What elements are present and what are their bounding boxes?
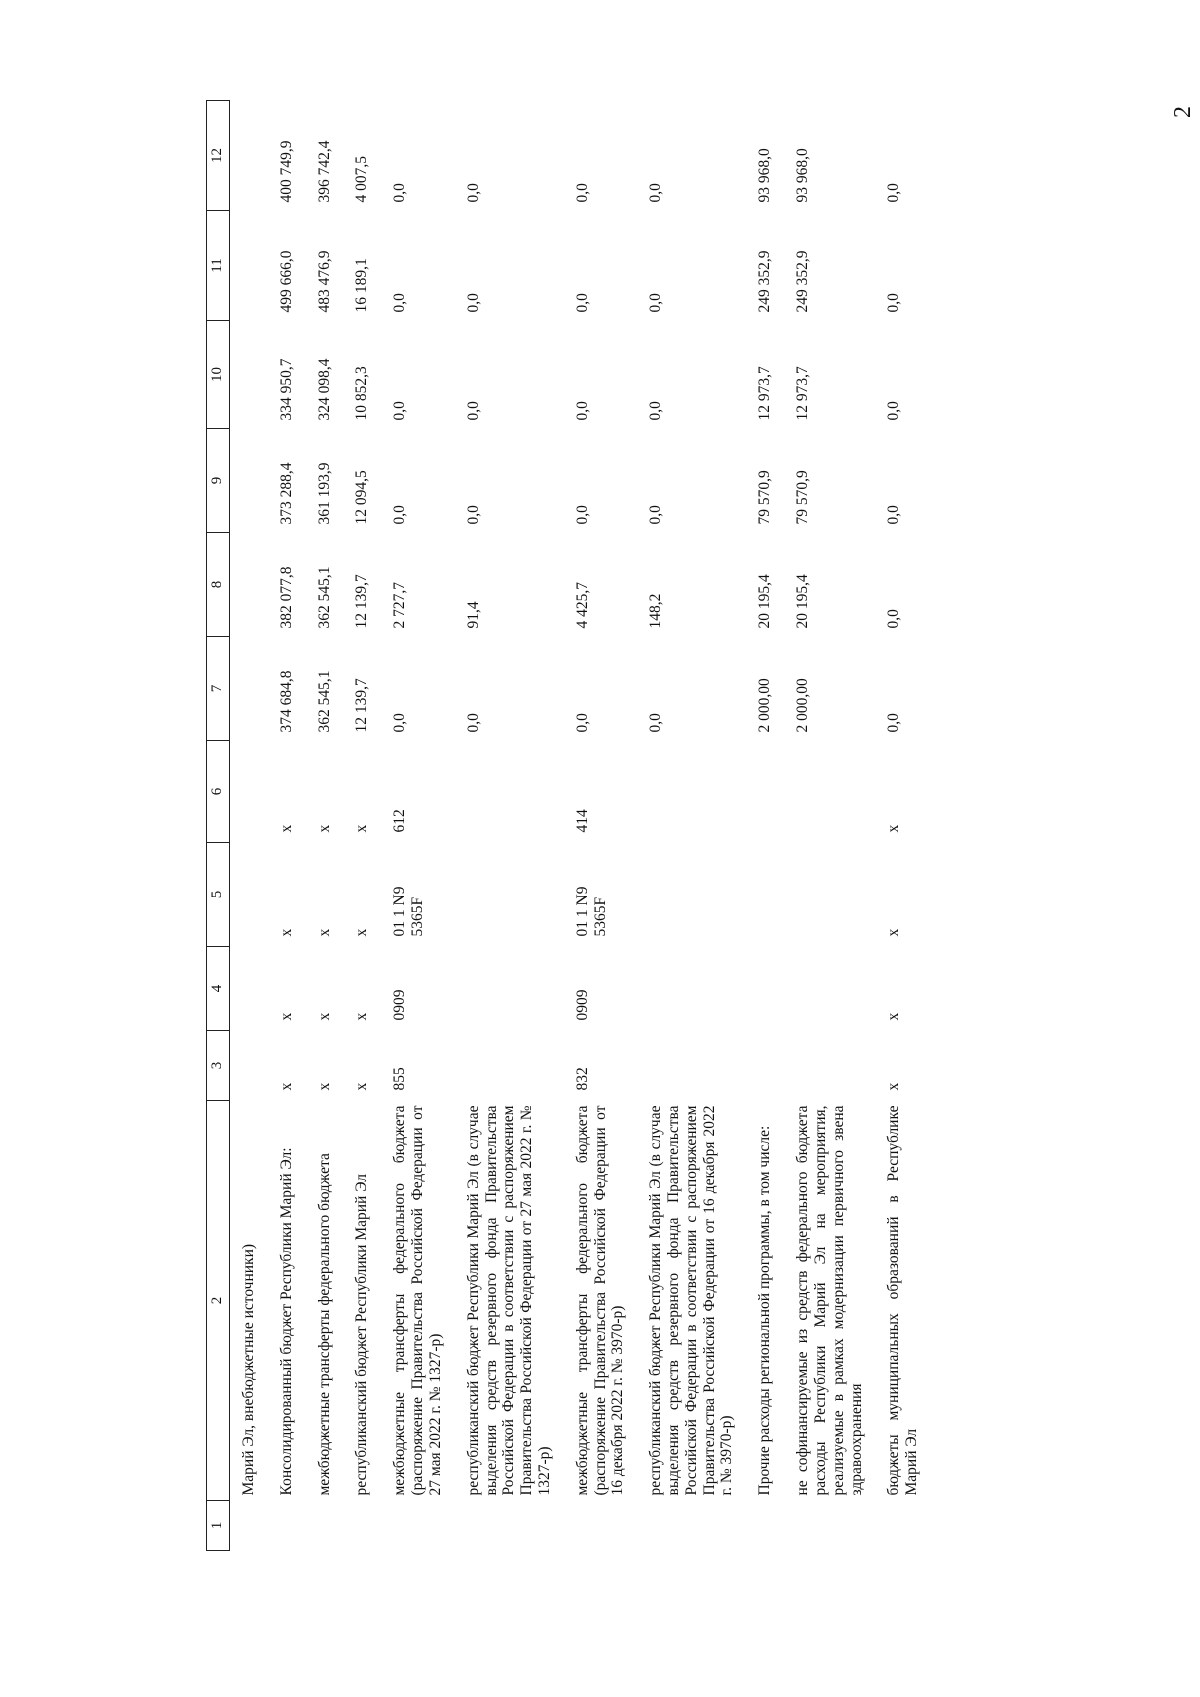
code-cell: [750, 843, 788, 947]
code-cell: x: [885, 1012, 903, 1021]
code-cell: [230, 741, 272, 843]
value-cell: 0,0: [464, 713, 482, 733]
value-cell: 499 666,0: [277, 250, 295, 313]
row-number-cell: [347, 1501, 385, 1551]
value-cell: 362 545,1: [315, 670, 333, 733]
code-cell: x: [277, 928, 295, 937]
value-cell: [230, 533, 272, 637]
code-cell: 0909: [391, 989, 409, 1021]
value-cell: 12 094,5: [353, 470, 371, 525]
value-cell: [230, 211, 272, 321]
code-cell: [788, 843, 879, 947]
column-header-3: 3: [207, 1031, 230, 1101]
table-row: [272, 101, 310, 1551]
code-cell: x: [885, 824, 903, 833]
column-header-1: 1: [207, 1501, 230, 1551]
description-cell: межбюджетные трансферты федерального бюджета: [315, 1153, 333, 1496]
code-cell: [641, 843, 750, 947]
row-number-cell: [459, 1501, 568, 1551]
value-cell: 12 973,7: [794, 366, 812, 421]
budget-table: [206, 100, 935, 1551]
code-cell: x: [315, 1082, 333, 1091]
value-cell: 20 195,4: [794, 574, 812, 629]
value-cell: 361 193,9: [315, 462, 333, 525]
value-cell: 0,0: [885, 183, 903, 203]
table-row: [459, 101, 568, 1551]
column-header-11: 11: [207, 211, 230, 321]
code-cell: [459, 741, 568, 843]
code-cell: [641, 1031, 750, 1101]
value-cell: 79 570,9: [794, 470, 812, 525]
description-cell: республиканский бюджет Республики Марий Эл (в случае выделения средств резервного фонда Правительства Российской Федерации в соответствии с распоряжением Правительства Российской Федерации от 27 мая 2022 г. № 1327-р): [464, 1105, 553, 1496]
value-cell: 4 425,7: [573, 582, 591, 629]
column-header-6: 6: [207, 741, 230, 843]
description-cell: Консолидированный бюджет Республики Марий Эл:: [277, 1147, 295, 1496]
code-cell: 0909: [573, 989, 591, 1021]
code-cell: [459, 1031, 568, 1101]
description-cell: не софинансируемые из средств федерального бюджета расходы Республики Марий Эл на мероприятия, реализуемые в рамках модернизации первичного звена здравоохранения: [794, 1105, 865, 1496]
table-body: [230, 101, 935, 1551]
column-header-7: 7: [207, 637, 230, 741]
code-cell: x: [315, 824, 333, 833]
value-cell: 334 950,7: [277, 358, 295, 421]
table-header-row: [207, 101, 230, 1551]
value-cell: 4 007,5: [353, 156, 371, 203]
value-cell: 0,0: [885, 713, 903, 733]
code-cell: [641, 947, 750, 1031]
value-cell: 0,0: [647, 293, 665, 313]
value-cell: 0,0: [647, 713, 665, 733]
table-row: [568, 101, 641, 1551]
table-row: [347, 101, 385, 1551]
table-row: [788, 101, 879, 1551]
table-row: [750, 101, 788, 1551]
code-cell: 612: [391, 809, 409, 833]
page-number: 2: [1170, 106, 1196, 118]
row-number-cell: [310, 1501, 348, 1551]
value-cell: 0,0: [464, 293, 482, 313]
code-cell: x: [315, 1012, 333, 1021]
code-cell: 832: [573, 1067, 591, 1091]
value-cell: 148,2: [647, 593, 665, 629]
value-cell: 0,0: [885, 505, 903, 525]
row-number-cell: [879, 1501, 935, 1551]
value-cell: 16 189,1: [353, 258, 371, 313]
value-cell: 324 098,4: [315, 358, 333, 421]
code-cell: x: [885, 1082, 903, 1091]
value-cell: [230, 321, 272, 429]
value-cell: 10 852,3: [353, 366, 371, 421]
value-cell: 373 288,4: [277, 462, 295, 525]
code-cell: x: [315, 928, 333, 937]
code-cell: x: [277, 824, 295, 833]
value-cell: 0,0: [573, 505, 591, 525]
column-header-10: 10: [207, 321, 230, 429]
code-cell: 01 1 N9 5365F: [573, 886, 609, 937]
code-cell: [230, 1031, 272, 1101]
value-cell: 0,0: [885, 401, 903, 421]
code-cell: [230, 843, 272, 947]
value-cell: 0,0: [391, 401, 409, 421]
value-cell: 0,0: [464, 401, 482, 421]
description-cell: межбюджетные трансферты федерального бюджета (распоряжение Правительства Российской Федерации от 16 декабря 2022 г. № 3970-р): [573, 1105, 627, 1496]
value-cell: 0,0: [391, 183, 409, 203]
row-number-cell: [385, 1501, 458, 1551]
row-number-cell: [272, 1501, 310, 1551]
code-cell: 01 1 N9 5365F: [391, 886, 427, 937]
rotated-table-container: [206, 101, 1076, 1551]
code-cell: [641, 741, 750, 843]
column-header-5: 5: [207, 843, 230, 947]
value-cell: 249 352,9: [794, 250, 812, 313]
value-cell: 0,0: [464, 505, 482, 525]
code-cell: x: [353, 928, 371, 937]
value-cell: 79 570,9: [756, 470, 774, 525]
value-cell: 12 139,7: [353, 678, 371, 733]
value-cell: 400 749,9: [277, 140, 295, 203]
value-cell: 0,0: [885, 609, 903, 629]
code-cell: x: [353, 824, 371, 833]
table-row: [385, 101, 458, 1551]
code-cell: 855: [391, 1067, 409, 1091]
column-header-8: 8: [207, 533, 230, 637]
description-cell: бюджеты муниципальных образований в Республике Марий Эл: [885, 1105, 921, 1496]
column-header-9: 9: [207, 429, 230, 533]
value-cell: 0,0: [647, 183, 665, 203]
value-cell: 12 139,7: [353, 574, 371, 629]
row-number-cell: [230, 1501, 272, 1551]
code-cell: [788, 947, 879, 1031]
value-cell: 91,4: [464, 601, 482, 629]
table-row: [310, 101, 348, 1551]
value-cell: 20 195,4: [756, 574, 774, 629]
value-cell: 12 973,7: [756, 366, 774, 421]
code-cell: x: [353, 1012, 371, 1021]
code-cell: [459, 947, 568, 1031]
code-cell: [230, 947, 272, 1031]
code-cell: 414: [573, 809, 591, 833]
description-cell: республиканский бюджет Республики Марий Эл (в случае выделения средств резервного фонда Правительства Российской Федерации в соответствии с распоряжением Правительства Российской Федерации от 16 декабря 2022 г. № 3970-р): [647, 1105, 736, 1496]
row-number-cell: [788, 1501, 879, 1551]
row-number-cell: [750, 1501, 788, 1551]
value-cell: 0,0: [573, 293, 591, 313]
code-cell: x: [885, 928, 903, 937]
code-cell: [788, 741, 879, 843]
description-cell: Марий Эл, внебюджетные источники): [240, 1243, 257, 1496]
row-number-cell: [641, 1501, 750, 1551]
column-header-12: 12: [207, 101, 230, 211]
value-cell: 0,0: [573, 183, 591, 203]
value-cell: 0,0: [647, 505, 665, 525]
description-cell: Прочие расходы региональной программы, в том числе:: [756, 1125, 774, 1496]
value-cell: 249 352,9: [756, 250, 774, 313]
code-cell: x: [277, 1082, 295, 1091]
value-cell: 374 684,8: [277, 670, 295, 733]
code-cell: [788, 1031, 879, 1101]
value-cell: 382 077,8: [277, 566, 295, 629]
value-cell: 0,0: [573, 401, 591, 421]
code-cell: [750, 741, 788, 843]
value-cell: 483 476,9: [315, 250, 333, 313]
value-cell: 2 000,00: [756, 678, 774, 733]
value-cell: [230, 101, 272, 211]
code-cell: [750, 947, 788, 1031]
code-cell: x: [277, 1012, 295, 1021]
value-cell: 2 000,00: [794, 678, 812, 733]
table-row: [230, 101, 272, 1551]
value-cell: 396 742,4: [315, 140, 333, 203]
description-cell: республиканский бюджет Республики Марий Эл: [353, 1174, 371, 1496]
column-header-2: 2: [207, 1101, 230, 1501]
value-cell: 93 968,0: [756, 148, 774, 203]
code-cell: x: [353, 1082, 371, 1091]
value-cell: 0,0: [647, 401, 665, 421]
row-number-cell: [568, 1501, 641, 1551]
value-cell: 93 968,0: [794, 148, 812, 203]
description-cell: межбюджетные трансферты федерального бюджета (распоряжение Правительства Российской Федерации от 27 мая 2022 г. № 1327-р): [391, 1105, 444, 1496]
value-cell: 2 727,7: [391, 582, 409, 629]
table-row: [879, 101, 935, 1551]
table-row: [641, 101, 750, 1551]
value-cell: 0,0: [573, 713, 591, 733]
value-cell: 362 545,1: [315, 566, 333, 629]
value-cell: 0,0: [391, 505, 409, 525]
value-cell: [230, 429, 272, 533]
value-cell: 0,0: [464, 183, 482, 203]
value-cell: 0,0: [391, 293, 409, 313]
value-cell: [230, 637, 272, 741]
code-cell: [459, 843, 568, 947]
code-cell: [750, 1031, 788, 1101]
value-cell: 0,0: [885, 293, 903, 313]
column-header-4: 4: [207, 947, 230, 1031]
value-cell: 0,0: [391, 713, 409, 733]
